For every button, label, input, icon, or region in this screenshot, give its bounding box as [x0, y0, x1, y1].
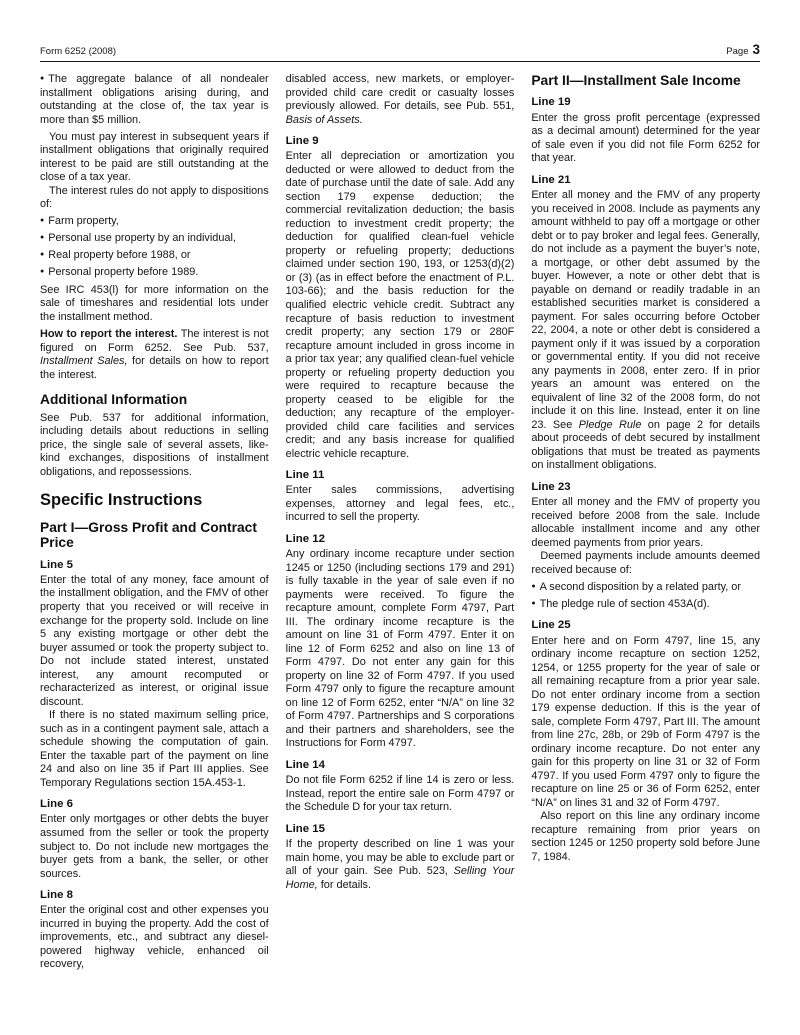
heading-line-8: Line 8: [40, 889, 73, 902]
heading-line-6: Line 6: [40, 798, 73, 811]
text-run-italic: Selling Your Home,: [285, 865, 515, 891]
paragraph: Enter only mortgages or other debts the buyer assumed from the seller or took the property subject to. Do not include new mortgages the buyer gets from a bank, the seller, or other sources.: [40, 813, 269, 880]
paragraph: Enter the gross profit percentage (expressed as a decimal amount) determined for the year of sale even if you did not file Form 6252 for that year.: [531, 111, 761, 165]
page-label: Page: [726, 46, 749, 57]
page-indicator: [726, 42, 760, 57]
bullet-icon: ●: [40, 75, 45, 82]
page-header: [40, 42, 760, 62]
text-run: The interest is not figured on Form 6252. See Pub. 537,: [40, 328, 269, 354]
heading-part-2: Part II—Installment Sale Income: [531, 73, 741, 88]
bullet-icon: ●: [40, 234, 45, 242]
heading-additional-information: Additional Information: [40, 392, 188, 408]
heading-line-15: Line 15: [285, 822, 325, 835]
text-run-italic: Installment Sales,: [40, 355, 128, 368]
heading-line-14: Line 14: [285, 759, 325, 771]
page-number: 3: [752, 42, 760, 57]
bullet-item: [40, 232, 269, 246]
column-middle: [286, 73, 515, 972]
paragraph: Any ordinary income recapture under section 1245 or 1250 (including sections 179 and 291) is fully taxable in the year of sale even if no payments were received. To figure the recapture amount, complete Form 4797, Part III. The ordinary income recapture is the amount on line 31 of Form 4797. Enter it on line 12 of Form 6252 and also on line 13 of Form 4797. Do not enter any gain for this property on line 32 of Form 4797. If you used Form 4797 only to figure the recapture amount on line 12 of Form 6252, enter “N/A” on line 32 of Form 4797. Partnerships and S corporations and their partners and shareholders, see the Instructions for Form 4797.: [285, 548, 515, 750]
heading-specific-instructions: Specific Instructions: [40, 491, 203, 510]
heading-line-9: Line 9: [285, 135, 319, 148]
paragraph: Enter the total of any money, face amount of the installment obligation, and the FMV of other property that you received or will receive in exchange for the property sold. Include on line 5 any existing mortgage or other debt the buyer assumed or took the property subject to. Do not include stated interest, unstated interest, any amount recomputed or recharacterized as interest, or original issue discount.: [40, 573, 269, 708]
three-column-body: [40, 73, 760, 972]
text-run: Enter all money and the FMV of any property you received in 2008. Include as payments any amount withheld to pay off a mortgage or other debt or to pay broker and legal fees. Generally, do not include as a payment the buyer’s note, a mortgage, or other debt assumed by the buyer. However, a note or other debt that is payable on demand or readily tradable in an established securities market is considered a payment. For sales occurring before October 22, 2004, a note or other debt is considered a payment only if it was issued by a corporation or governmental entity. If you did not receive any payments in 2008, enter zero. If in prior years an amount was entered on the equivalent of line 32 of the 2008 form, do not include it on this line. Instead, enter it on line 23. See: [531, 189, 761, 431]
paragraph: See IRC 453(l) for more information on the sale of timeshares and residential lots under the installment method.: [40, 283, 269, 323]
bullet-text: Farm property,: [48, 215, 119, 228]
paragraph-how-to-report: [40, 328, 269, 382]
bullet-text: The aggregate balance of all nondealer installment obligations arising during, and outstanding at the close of, the tax year is more than $5 million.: [40, 73, 269, 126]
paragraph: See Pub. 537 for additional information, including details about reductions in selling price, the single sale of several assets, like-kind exchanges, dispositions of installment obligations, and repossessions.: [40, 411, 269, 478]
heading-line-23: Line 23: [531, 480, 571, 493]
text-run: for details.: [317, 878, 372, 891]
text-run-italic: Basis of Assets.: [285, 113, 363, 126]
bullet-icon: ●: [40, 268, 45, 276]
text-run: If the property described on line 1 was your main home, you may be able to exclude part or all of your gain. See Pub. 523,: [285, 838, 515, 878]
bullet-item: [40, 215, 269, 229]
heading-line-12: Line 12: [285, 533, 325, 545]
column-right: [531, 73, 760, 972]
text-run: disabled access, new markets, or employer-provided child care credit or casualty losses previously allowed. For details, see Pub. 551,: [285, 73, 515, 113]
bullet-text: Personal property before 1989.: [48, 266, 199, 279]
bullet-icon: ●: [40, 251, 45, 259]
paragraph: [531, 189, 760, 473]
bullet-text: The pledge rule of section 453A(d).: [539, 597, 710, 610]
bullet-item: [40, 266, 269, 280]
bullet-icon: ●: [40, 217, 45, 225]
heading-line-11: Line 11: [285, 469, 325, 482]
paragraph: Also report on this line any ordinary income recapture remaining from prior years on section 1245 or 1250 property sold before June 7, 1984.: [531, 810, 761, 863]
bullet-item: [531, 581, 760, 595]
paragraph: Enter sales commissions, advertising expenses, attorney and legal fees, etc., incurred to sell the property.: [285, 484, 515, 524]
bullet-item: [40, 249, 269, 263]
form-id: Form 6252 (2008): [40, 46, 117, 57]
paragraph: You must pay interest in subsequent years if installment obligations that originally required interest to be paid are still outstanding at the close of a tax year.: [40, 130, 269, 184]
text-run: for details on how to report the interest.: [40, 355, 269, 381]
bullet-text: Real property before 1988, or: [48, 249, 191, 262]
text-run-italic: Pledge Rule: [578, 418, 642, 431]
bullet-icon: ●: [531, 582, 536, 590]
bullet-icon: ●: [531, 599, 536, 607]
bullet-text: A second disposition by a related party, or: [539, 580, 741, 593]
paragraph: [286, 838, 515, 892]
bullet-item: [40, 73, 269, 127]
paragraph: The interest rules do not apply to dispositions of:: [40, 184, 269, 211]
paragraph: Enter all money and the FMV of property you received before 2008 from the sale. Include allocable installment income and any other deemed payments from prior years.: [531, 496, 761, 549]
bold-lead: How to report the interest.: [40, 328, 178, 341]
heading-part-1: Part I—Gross Profit and Contract Price: [40, 519, 257, 551]
heading-line-19: Line 19: [531, 96, 571, 109]
heading-line-5: Line 5: [40, 558, 73, 571]
text-run: on page 2 for details about proceeds of debt secured by installment obligations that must be treated as payments on installment obligations.: [531, 418, 761, 472]
column-left: [40, 73, 269, 972]
paragraph: If there is no stated maximum selling price, such as in a contingent payment sale, attach a schedule showing the computation of gain. Enter the taxable part of the payment on line 24 and also on line 35 if Part III applies. See Temporary Regulations section 15A.453-1.: [40, 709, 269, 789]
heading-line-25: Line 25: [531, 619, 571, 632]
paragraph: Do not file Form 6252 if line 14 is zero or less. Instead, report the entire sale on Form 4797 or the Schedule D for your tax return.: [285, 774, 515, 814]
paragraph: Enter all depreciation or amortization you deducted or were allowed to deduct from the date of purchase until the date of sale. Add any section 179 expense deduction; the commercial revitalization deduction; the basis reduction to investment credit property; the deduction for qualified clean-fuel vehicle property or refueling property; deductions claimed under section 190, 193, or 1253(d)(2) or (3) (as in effect before the enactment of P.L. 103-66); and the basis reduction for the qualified electric vehicle credit. Subtract any recapture of basis reduction to investment credit property; any section 179 or 280F recapture amount included in gross income in a prior tax year; any qualified clean-fuel vehicle property or refueling property deduction you were required to recapture because the property ceased to be eligible for the deduction; any recapture of the employer-provided child care facilities and services credit; and any basis increase for qualified electric vehicle recapture.: [285, 150, 515, 460]
heading-line-21: Line 21: [531, 173, 571, 186]
paragraph: Enter the original cost and other expenses you incurred in buying the property. Add the cost of improvements, etc., and subtract any diesel-powered highway vehicle, enhanced oil recovery,: [40, 904, 269, 971]
bullet-item: [531, 598, 760, 612]
bullet-text: Personal use property by an individual,: [48, 232, 236, 245]
paragraph-continuation: [286, 73, 515, 127]
paragraph: Deemed payments include amounts deemed received because of:: [531, 550, 761, 576]
paragraph: Enter here and on Form 4797, line 15, any ordinary income recapture on section 1252, 1254, or 1255 property for the year of sale or all remaining recapture from a prior year sale. Do not enter ordinary income from a section 179 expense deduction. If this is the year of sale, complete Form 4797, Part III. The amount from line 27c, 28b, or 29b of Form 4797 is the ordinary income recapture. Do not enter any gain for this property on line 31 or 32 of Form 4797. If you used Form 4797 only to figure the recapture on line 25 or 36 of Form 6252, enter “N/A” on lines 31 and 32 of Form 4797.: [531, 634, 761, 809]
